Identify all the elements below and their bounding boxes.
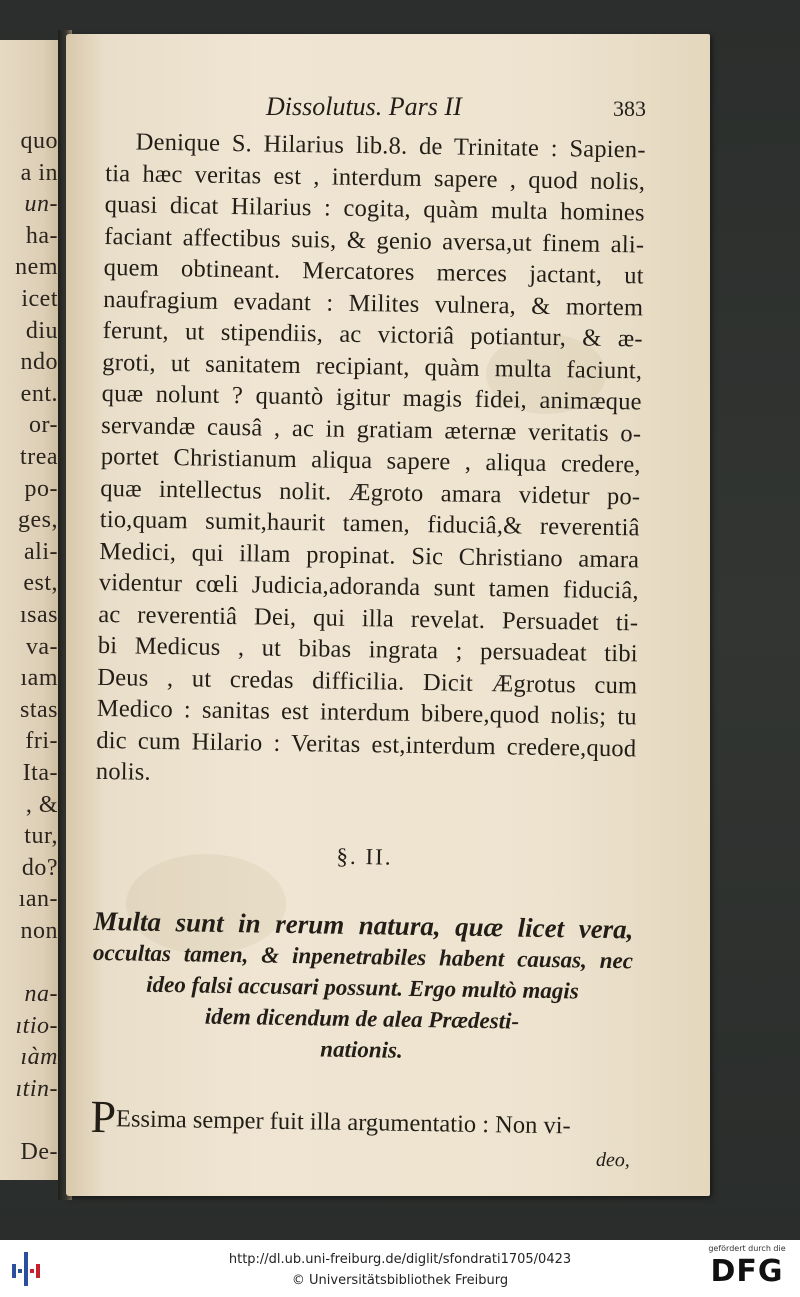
text-line: tia hæc veritas est , interdum sapere , quod nolis, (105, 159, 646, 195)
facing-page-fragment: trea (20, 444, 58, 470)
facing-page-fragment: do? (21, 854, 58, 881)
facing-page-fragment: De- (20, 1139, 58, 1166)
facing-page-fragment: ıàm (20, 1044, 58, 1071)
page-text (90, 126, 646, 1172)
facing-page-fragment: po- (24, 475, 58, 502)
facing-page-fragment: ha- (25, 222, 58, 249)
heading-line: idem dicendum de alea Prædesti- (204, 1003, 520, 1034)
facing-page-fragment: diu (25, 317, 58, 344)
section-heading (91, 905, 633, 1068)
facing-page-fragment: Ita- (22, 760, 58, 786)
heading-line: occultas tamen, & inpenetrabiles habent causas, nec (92, 939, 634, 973)
text-line: quæ intellectus nolit. Ægroto amara videtur po- (100, 474, 641, 510)
opening-line (90, 1090, 631, 1144)
page-number: 383 (613, 96, 646, 121)
facing-page-fragment: na- (24, 981, 58, 1008)
section-mark: §. II. (336, 843, 393, 870)
facing-page-fragment: stas (20, 696, 58, 723)
facing-page-fragment: ent. (20, 380, 58, 407)
text-line: quem obtineant. Mercatores merces jactant, ut (103, 253, 644, 290)
facing-page-fragment: va- (25, 633, 58, 660)
text-line: ferunt, ut stipendiis, ac victoriâ potiantur, & æ- (102, 316, 643, 353)
opening-line-text: Essima semper fuit illa argumentatio : Non vi- (115, 1104, 571, 1139)
body-paragraph (96, 126, 646, 796)
running-title: Dissolutus. Pars II (266, 92, 462, 121)
facing-page-fragment: ıtio- (15, 1012, 58, 1039)
text-line: quasi dicat Hilarius : cogita, quàm multa homines (104, 190, 645, 227)
copyright-notice: © Universitätsbibliothek Freiburg (291, 1273, 509, 1288)
facing-page-fragment: ıam (20, 665, 58, 692)
text-line: groti, ut sanitatem recipiant, quàm multa faciunt, (102, 348, 643, 384)
text-line: naufragium evadant : Milites vulnera, & mortem (103, 285, 644, 321)
facing-page-fragment: a in (20, 159, 58, 186)
facing-page-fragment: quo (20, 128, 58, 154)
text-line: Denique S. Hilarius lib.8. de Trinitate : Sapien- (135, 128, 646, 164)
heading-line: Multa sunt in rerum natura, quæ licet vera, (93, 905, 634, 944)
facing-page-fragment: ıtin- (15, 1076, 58, 1102)
text-line: Deus , ut credas difficilia. Dicit Ægrotus cum (97, 663, 638, 699)
text-line: dic cum Hilario : Veritas est,interdum credere,quod (96, 726, 637, 762)
facing-page-fragment: un- (24, 191, 58, 218)
text-line: tio,quam sumit,haurit tamen, fiduciâ,& reverentiâ (99, 505, 640, 542)
facing-page-fragment: est, (23, 570, 58, 597)
heading-line: ideo falsi accusari possunt. Ergo multò magis (146, 971, 579, 1004)
text-line: servandæ causâ , ac in gratiam æternæ veritatis o- (101, 411, 642, 447)
heading-line: nationis. (320, 1035, 403, 1063)
text-line: portet Christianum aliqua sapere , aliqua credere, (100, 442, 641, 479)
facing-page-fragment: tur, (24, 823, 58, 850)
facing-page-fragment: ges, (18, 507, 58, 534)
facing-page-edge (0, 40, 62, 1180)
dfg-logo: DFG (710, 1254, 784, 1289)
facing-page-fragment: ndo (20, 349, 58, 376)
facing-page-fragment: icet (21, 286, 58, 312)
book-page (66, 34, 710, 1196)
facing-page-fragment: ıan- (18, 886, 58, 913)
running-header (266, 92, 646, 126)
text-line: quæ nolunt ? quantò igitur magis fidei, animæque (101, 379, 642, 416)
text-line: ac reverentiâ Dei, qui illa revelat. Persuadet ti- (98, 600, 639, 636)
facing-page-fragment: fri- (25, 728, 58, 755)
facing-page-fragment: nem (15, 254, 58, 281)
facing-page-fragment: non (20, 918, 58, 944)
funded-by-label: gefördert durch die (708, 1244, 786, 1253)
permalink-url[interactable]: http://dl.ub.uni-freiburg.de/diglit/sfondrati1705/0423 (228, 1252, 572, 1267)
text-line: bi Medicus , ut bibas ingrata ; persuadeat tibi (97, 631, 638, 668)
text-line: nolis. (95, 757, 152, 786)
viewer-footer (0, 1240, 800, 1297)
text-line: Medici, qui illam propinat. Sic Christiano amara (99, 537, 640, 573)
facing-page-fragment: ali- (24, 538, 58, 565)
drop-capital: P (90, 1090, 117, 1142)
text-line: faciant affectibus suis, & genio aversa,ut finem ali- (104, 222, 645, 258)
text-line: videntur cœli Judicia,adoranda sunt tamen fiduciâ, (98, 568, 639, 605)
facing-page-fragment: or- (28, 412, 58, 439)
facing-page-fragment: , & (25, 791, 58, 818)
catchword: deo, (595, 1148, 630, 1171)
text-line: Medico : sanitas est interdum bibere,quod nolis; tu (96, 694, 637, 731)
facing-page-fragment: ısas (20, 602, 58, 628)
